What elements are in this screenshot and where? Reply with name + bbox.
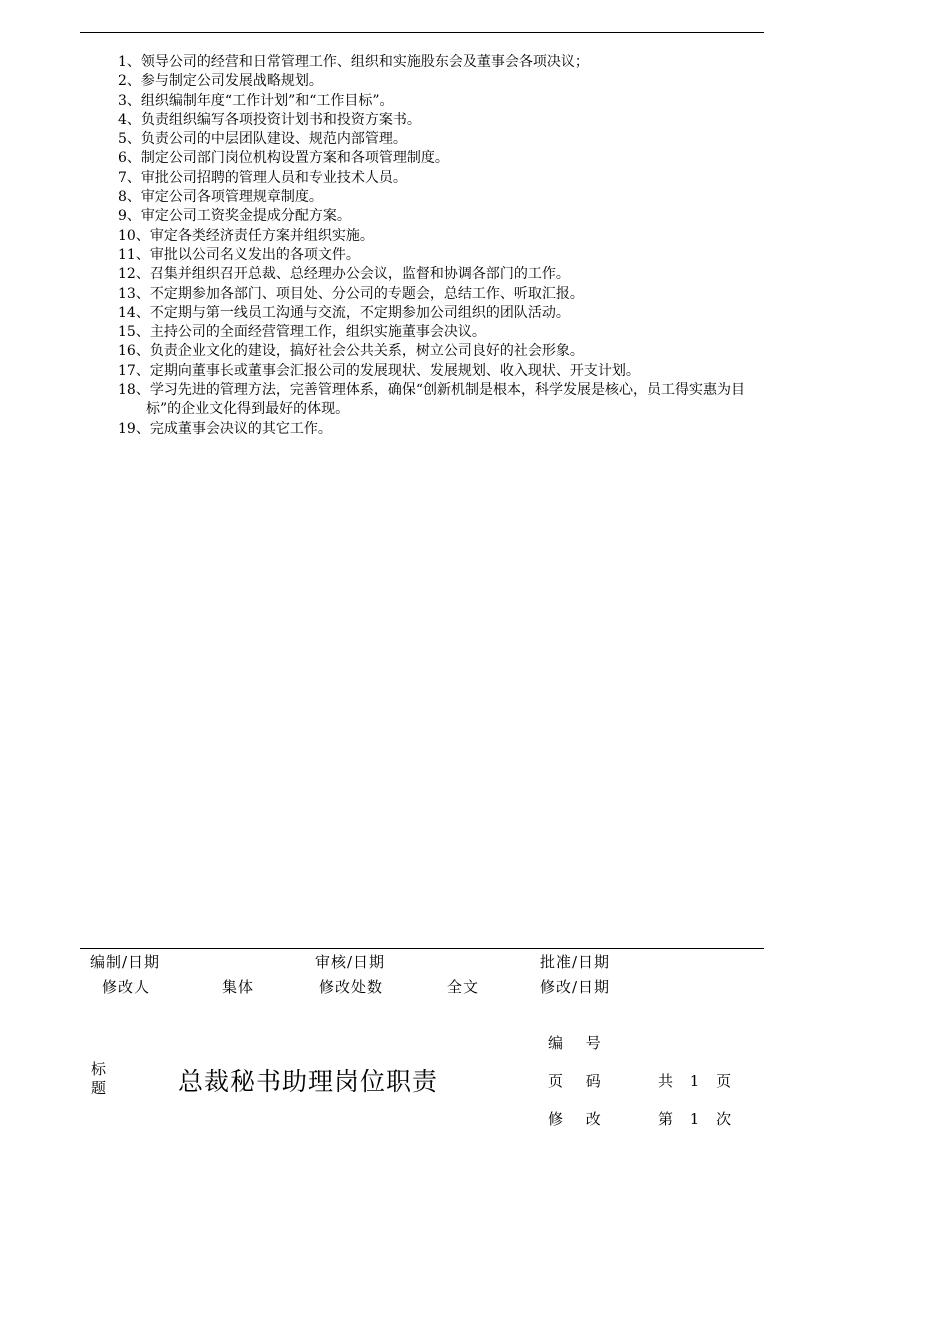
item-number: 11、	[118, 246, 150, 263]
item-text: 审定公司工资奖金提成分配方案。	[140, 208, 351, 225]
item-text: 不定期与第一线员工沟通与交流，不定期参加公司组织的团队活动。	[149, 304, 570, 321]
list-item	[118, 72, 768, 91]
item-number: 10、	[118, 227, 150, 244]
item-number: 1、	[118, 54, 141, 70]
list-item	[118, 92, 768, 111]
item-number: 12、	[118, 266, 150, 283]
modification-count-label: 修改处数	[319, 978, 384, 996]
list-item	[118, 53, 768, 72]
item-text: 完成董事会决议的其它工作。	[149, 420, 332, 437]
list-item	[118, 149, 768, 168]
item-number: 13、	[118, 285, 150, 302]
item-text: 召集并组织召开总裁、总经理办公会议，监督和协调各部门的工作。	[149, 266, 570, 283]
list-item	[118, 265, 768, 284]
doc-code-label: 编 号	[548, 1034, 601, 1052]
top-rule	[80, 32, 764, 33]
item-number: 4、	[118, 111, 141, 128]
modification-count-value: 全文	[447, 978, 480, 996]
list-item	[118, 381, 768, 420]
revision-count: 第 1 次	[658, 1110, 732, 1128]
page-count: 共 1 页	[658, 1072, 732, 1090]
item-text: 领导公司的经营和日常管理工作、组织和实施股东会及董事会各项决议；	[140, 54, 589, 70]
item-text: 负责企业文化的建设，搞好社会公共关系，树立公司良好的社会形象。	[149, 343, 584, 360]
list-item	[118, 111, 768, 130]
modifier-value: 集体	[222, 978, 255, 996]
item-text: 参与制定公司发展战略规划。	[140, 73, 323, 90]
item-text: 审批以公司名义发出的各项文件。	[149, 246, 360, 263]
compiled-date-label: 编制/日期	[90, 953, 161, 971]
item-text: 制定公司部门岗位机构设置方案和各项管理制度。	[140, 150, 449, 167]
item-text: 主持公司的全面经营管理工作，组织实施董事会决议。	[149, 324, 486, 341]
revision-label: 修 改	[548, 1110, 601, 1128]
modifier-label: 修改人	[102, 978, 151, 996]
list-item	[118, 362, 768, 381]
duties-list	[118, 53, 768, 439]
item-number: 3、	[118, 92, 141, 109]
item-number: 14、	[118, 304, 150, 321]
item-number: 6、	[118, 150, 141, 167]
item-number: 9、	[118, 208, 141, 225]
item-number: 18、	[118, 382, 150, 399]
list-item	[118, 342, 768, 361]
list-item	[118, 304, 768, 323]
item-text: 审定公司各项管理规章制度。	[140, 189, 323, 206]
item-number: 8、	[118, 189, 141, 206]
list-item	[118, 323, 768, 342]
list-item	[118, 207, 768, 226]
approved-date-label: 批准/日期	[540, 953, 611, 971]
item-text: 负责组织编写各项投资计划书和投资方案书。	[140, 111, 421, 128]
modification-date-label: 修改/日期	[540, 978, 611, 996]
list-item	[118, 285, 768, 304]
item-number: 19、	[118, 420, 150, 437]
item-number: 15、	[118, 324, 150, 341]
document-title: 总裁秘书助理岗位职责	[178, 1067, 439, 1096]
list-item	[118, 130, 768, 149]
item-text: 审定各类经济责任方案并组织实施。	[149, 227, 374, 244]
item-text: 学习先进的管理方法，完善管理体系，确保“创新机制是根本，科学发展是核心，员工得实惠为目标”的企业文化得到最好的体现。	[146, 382, 745, 418]
list-item	[118, 227, 768, 246]
item-number: 17、	[118, 362, 150, 379]
footer-rule	[80, 948, 764, 949]
list-item	[118, 246, 768, 265]
list-item	[118, 169, 768, 188]
item-number: 2、	[118, 73, 141, 90]
item-text: 定期向董事长或董事会汇报公司的发展现状、发展规划、收入现状、开支计划。	[149, 362, 640, 379]
item-text: 审批公司招聘的管理人员和专业技术人员。	[140, 169, 407, 186]
reviewed-date-label: 审核/日期	[315, 953, 386, 971]
list-item	[118, 420, 768, 439]
page-label: 页 码	[548, 1072, 601, 1090]
item-number: 5、	[118, 131, 141, 148]
item-text: 不定期参加各部门、项目处、分公司的专题会，总结工作、听取汇报。	[149, 285, 584, 302]
item-number: 16、	[118, 343, 150, 360]
item-text: 负责公司的中层团队建设、规范内部管理。	[140, 131, 407, 148]
item-text: 组织编制年度“工作计划”和“工作目标”。	[140, 92, 394, 109]
item-number: 7、	[118, 169, 141, 186]
title-label: 标题	[91, 1060, 107, 1097]
list-item	[118, 188, 768, 207]
